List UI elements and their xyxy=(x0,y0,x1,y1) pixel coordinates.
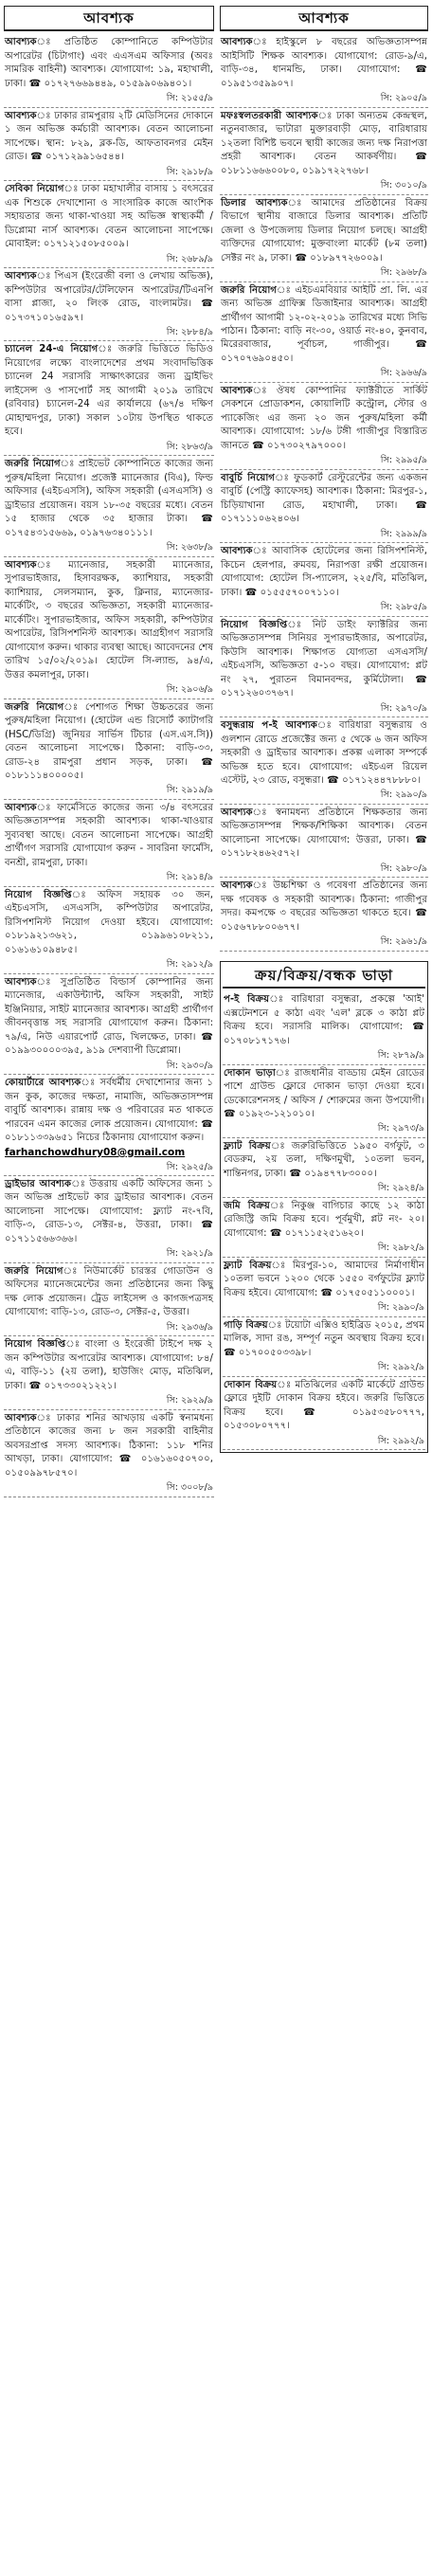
ad-heading: বসুন্ধরায় প-ই আবশ্যক xyxy=(221,720,317,732)
classified-ad xyxy=(4,268,214,341)
ad-body: ঃ ঢাকার রামপুরায় ২টি মেডিসিনের দোকানে ১ জন অভিজ্ঞ কর্মচারী আবশ্যক। বেতন আলোচনা সাপেক্ষে। স্থান: ৮২৯, ব্লক-ডি, আফতাবনগর মেইন রোড। ☎ ০১৭১২৯৯১৬৫৪৪। xyxy=(5,110,213,163)
ad-heading: আবশ্যক xyxy=(221,880,253,892)
classified-ad xyxy=(4,800,214,887)
ad-heading: গাড়ি বিক্রয় xyxy=(224,1319,268,1331)
ad-body: ঃ টয়োটা এক্সিও হাইব্রিড ২০১৫, প্রথম মালিক, সাদা রঙ, সম্পূর্ণ নতুন অবস্থায় বিক্রয় হবে। ☎ ০১৭০০৫০৩৩৯৮। xyxy=(224,1319,424,1358)
classified-ad xyxy=(4,557,214,699)
classified-ad xyxy=(4,341,214,456)
ad-reference: সি: ২৯৯৫/৯ xyxy=(380,455,427,466)
ad-heading: মফঃস্বলতরকারী আবশ্যক xyxy=(221,110,318,121)
ad-heading: আবশ্যক xyxy=(221,385,253,396)
ad-reference: সি: ২৯৯০/৯ xyxy=(380,789,427,801)
ad-reference: সি: ২৯১৯/৯ xyxy=(166,785,213,796)
ad-heading: ফ্ল্যাট বিক্রয় xyxy=(224,1260,272,1271)
ad-reference: সি: ২৮৮৪/৯ xyxy=(166,326,213,337)
ad-heading: জরুরি নিয়োগ xyxy=(5,1265,63,1277)
ad-reference: সি: ২৯১২/৯ xyxy=(166,959,213,971)
classified-ad xyxy=(4,34,214,107)
ad-reference: সি: ২৯৩০/৯ xyxy=(166,1060,213,1071)
ad-heading: কোয়ার্টারে আবশ্যক xyxy=(5,1078,81,1089)
classified-ad xyxy=(220,108,428,195)
ad-body: ঃ আমাদের প্রতিষ্ঠানের বিক্রয় বিভাগে স্থানীয় বাজারে ডিলার আবশ্যক। প্রতিটি জেলা ও উপজেলায় ডিলার নিয়োগ চলছে। আগ্রহী ব্যক্তিদের যোগাযোগ: মুক্তবাংলা মার্কেট (৮ম তলা) সেক্টর নং ৯, ঢাকা। ☎ ০১৮৯৭৭২৬০০৯। xyxy=(221,197,427,263)
left-ads xyxy=(4,34,214,1497)
classified-ad xyxy=(4,887,214,974)
classified-ad xyxy=(4,181,214,268)
ad-body: ঃ নিউমার্কেট চারস্তর গোডাউন ও অফিসের ম্যানেজমেন্টের জন্য প্রতিষ্ঠানের জন্য কিছু দক্ষ লোক প্রয়োজন। ট্রেড লাইসেন্স ও কাগজপত্রসহ যোগাযোগ: বাড়ি-১৩, রোড-৩, সেক্টর-৫, উত্তরা। xyxy=(5,1265,213,1318)
ad-heading: আবশ্যক xyxy=(221,37,253,48)
ad-body: ঃ ঢাকা মহাখালীর বাসায় ১ বৎসরের এক শিশুকে দেখাশোনা ও সাংসারিক কাজে আংশিক সহায়তার জন্য থাকা-খাওয়া সহ অভিজ্ঞ স্বাস্থ্যকর্মী / ডিপ্লোমা নার্স আবশ্যক। বেতন আলোচনা সাপেক্ষে। মোবাইল: ০১৭১২১৫০৮৫০০৯। xyxy=(5,184,213,250)
ad-heading: আবশ্যক xyxy=(5,976,37,988)
ad-body: ঃ ফার্মেসিতে কাজের জন্য ৩/৪ বৎসরের অভিজ্ঞতাসম্পন্ন সহকারী আবশ্যক। থাকা-খাওয়ার সুব্যবস্থা আছে। বেতন আলোচনা সাপেক্ষে। আগ্রহী প্রার্থীগণ সরাসরি যোগাযোগ করুন - সাবরিনা ফার্মেসি, বনশ্রী, রামপুরা, ঢাকা। xyxy=(5,802,213,868)
classified-ad xyxy=(4,1263,214,1336)
section-header: ক্রয়/বিক্রয়/বন্ধক ভাড়া xyxy=(223,964,425,989)
ad-heading: আবশ্যক xyxy=(5,1412,37,1424)
ad-heading: আবশ্যক xyxy=(5,802,37,813)
classified-ad xyxy=(4,1336,214,1409)
ad-body: ঃ পেশাগত শিক্ষা উচ্চতরের জন্য পুরুষ/মহিলা নিয়োগ। (হোটেল এন্ড রিসোর্ট ক্যাটাগরি (HSC/ডিগ্রি) জুনিয়র সার্ভিস টিচার (এস.এস.সি)) বেতন আলোচনা সাপেক্ষে। ঠিকানা: বাড়ি-৩৩, রোড-২৪ রামপুরা প্রধান সড়ক, ঢাকা। ☎ ০১৮১১১৪০০০০৫। xyxy=(5,701,213,781)
classified-ad xyxy=(4,699,214,800)
ad-heading: ড্রাইভার আবশ্যক xyxy=(5,1178,72,1189)
ad-reference: সি: ২৯৬৬/৯ xyxy=(380,368,427,379)
classified-ad xyxy=(223,1138,425,1198)
ad-reference: সি: ২৯৯২/৯ xyxy=(377,1362,424,1373)
classified-ad xyxy=(4,1075,214,1176)
ad-body: ঃ উত্তরায় একটি অফিসের জন্য ১ জন অভিজ্ঞ প্রাইভেট কার ড্রাইভার আবশ্যক। বেতন আলোচনা সাপেক্ষে। যোগাযোগ: ফ্ল্যাট নং-৭বি, বাড়ি-৩, রোড-১৩, সেক্টর-৪, উত্তরা, ঢাকা। ☎ ০১৭১১৫৬৬৩৬৬। xyxy=(5,1178,213,1244)
ad-heading: জমি বিক্রয় xyxy=(224,1200,270,1211)
ad-body: ঃ প্রাইভেট কোম্পানিতে কাজের জন্য পুরুষ/মহিলা নিয়োগ। প্রজেক্ট ম্যানেজার (বিএ), ফিল্ড অফিসার (এইচএসসি), অফিস সহকারী (এসএসসি) ও ড্রাইভার প্রয়োজন। বয়স ১৮-৩৫ বছরের মধ্যে। বেতন ১৫ হাজার থেকে ৩৫ হাজার টাকা। ☎ ০১৭৫৪৩১৫৬৬৯, ০১৯৭৬৩৪০১১১। xyxy=(5,459,214,538)
section-header: আবশ্যক xyxy=(4,6,214,31)
ad-body: ঃ নিকুঞ্জ বাগিচার কাছে ১২ কাঠা রেজিস্ট্রি জমি বিক্রয় হবে। পূর্বমুখী, প্লট নং- ২০। যোগাযোগ: ☎ ০১৭১১৫২৫১৬২০। xyxy=(224,1200,425,1239)
ad-body: ঃ বাংলা ও ইংরেজী টাইপে দক্ষ ২ জন কম্পিউটার অপারেটর আবশ্যক। যোগাযোগ: ৮৪/এ, বাড়ি-১১ (২য় তলা), হাউজিং মোড়, মতিঝিল, ঢাকা। ☎ ০১৭৩৩০২১২২১। xyxy=(5,1339,214,1391)
ad-reference: সি: ২৯৭০/৯ xyxy=(380,702,427,714)
ad-body: ঃ উচ্চশিক্ষা ও গবেষণা প্রতিষ্ঠানের জন্য দক্ষ গবেষক ও সহকারী আবশ্যক। ঠিকানা: গাজীপুর সদর। কমপক্ষে ৩ বছরের অভিজ্ঞতা থাকতে হবে। ☎ ০১৫৬৭৮৮০০৬৭৭। xyxy=(221,880,427,933)
ad-body: ঃ নিট ডাইং ফ্যাক্টরির জন্য অভিজ্ঞতাসম্পন্ন সিনিয়র সুপারভাইজার, অপারেটর, কিউসি আবশ্যক। শিক্ষাগত যোগ্যতা এসএসসি/এইচএসসি, অভিজ্ঞতা ৫-১০ বছর। যোগাযোগ: প্লট নং ২৭, পুরাতন বিমানবন্দর, কুর্মিটোলা। ☎ ০১৭১২৬০৩৭৬৭। xyxy=(221,619,427,699)
classified-ad xyxy=(220,34,428,107)
left-column xyxy=(4,6,214,1497)
ad-body: ঃ পিএস (ইংরেজী বলা ও লেখায় অভিজ্ঞ), কম্পিউটার অপারেটর/টেলিফোন অপারেটর/টিএনপি বাসা প্লাজা, ২০ লিংক রোড, বাংলামটর। ☎ ০১৭৩৭১০১৬৫৯৭। xyxy=(5,271,213,323)
ad-reference: সি: ৩০১০/৯ xyxy=(380,180,427,191)
ad-reference: সি: ২৯৯২/৯ xyxy=(377,1435,424,1446)
ad-reference: সি: ২৯২১/৯ xyxy=(166,1248,213,1260)
ad-body: ঃ মতিঝিলের একটি মার্কেটে গ্রাউন্ড ফ্লোরে দুইটি দোকান বিক্রয় হইবে। জরুরি ভিত্তিতে বিক্রয় হবে। ☎ ০১৯৫৩৫৮০৭৭৭, ০১৫৩০৮০৭৭৭। xyxy=(224,1379,424,1432)
ad-reference: সি: ২৬৩৮/৯ xyxy=(166,542,213,553)
ad-heading: আবশ্যক xyxy=(5,271,37,282)
ad-body: ঃ মিরপুর-১০, আমাদের নির্মাণাধীন ১০তলা ভবনে ১২০০ থেকে ১৫৫০ বর্গফুটের ফ্ল্যাট বিক্রয় হইবে। যোগাযোগ: ☎ ০১৭৫০৫১১০০০১। xyxy=(224,1260,424,1298)
ad-heading: প-ই বিক্রয় xyxy=(224,994,270,1006)
classified-ad xyxy=(4,1410,214,1497)
classified-ad xyxy=(220,195,428,282)
classified-ad xyxy=(223,1065,425,1138)
classified-ad xyxy=(220,617,428,717)
classified-ad xyxy=(4,108,214,181)
ad-reference: সি: ২৯৮৫/৯ xyxy=(380,602,427,613)
ad-reference: সি: ২৯৩৬/৯ xyxy=(166,1321,213,1333)
ad-body: ঃ এইচএমবিয়ার আইটি প্রা. লি. এর জন্য অভিজ্ঞ গ্রাফিক্স ডিজাইনার আবশ্যক। আগ্রহী প্রার্থীগণ আগামী ১২-০২-২০১৯ তারিখের মধ্যে সিভি পাঠান। ঠিকানা: বাড়ি নং-৩০, ওয়ার্ড নং-৪০, কুনবাব, মিরেরবাজার, পূর্বাচল, গাজীপুর। ☎ ০১৭০৭৬৯০৪৫০। xyxy=(221,284,427,364)
ad-body: ঃ স্বনামধন্য প্রতিষ্ঠানে শিক্ষকতার জন্য অভিজ্ঞতাসম্পন্ন শিক্ষক/শিক্ষিকা আবশ্যক। বেতন আলোচনা সাপেক্ষে। যোগাযোগ: উত্তরা, ঢাকা। ☎ ০১৭১৮২৪৬২৫৭২। xyxy=(221,807,427,860)
classified-ad xyxy=(4,456,214,556)
ad-heading: আবশ্যক xyxy=(5,110,37,121)
ad-reference: সি: ২৯৬৮/৯ xyxy=(380,267,427,279)
ad-heading: আবশ্যক xyxy=(221,807,253,818)
ad-body: ঃ অফিস সহায়ক ৩০ জন, এইচএসসি, এসএসসি, কম্পিউটার অপারেটর, রিসিপশনিস্ট নিয়োগ দেওয়া হইবে। যোগাযোগ: ০১৮১৯২১৩৬২১, ০১৯৯৬১০৮২১১, ০১৬১৬১০৯৪৮৫। xyxy=(5,889,214,955)
ad-reference: সি: ২৯৯০/৯ xyxy=(377,1302,424,1314)
ad-reference: সি: ২৯০৫/৯ xyxy=(380,93,427,104)
ad-heading: ফ্ল্যাট বিক্রয় xyxy=(224,1140,271,1152)
ad-reference: সি: ২৯২৪/৯ xyxy=(377,1183,424,1194)
ad-reference: সি: ২৯৮২/৯ xyxy=(377,1243,424,1254)
classified-ad xyxy=(220,805,428,878)
ad-body: ঃ ঢাকার শনির আখড়ায় একটি স্বনামধন্য প্রতিষ্ঠানে কাজের জন্য ৮ জন সরকারী বাহিনীর অবসরপ্রাপ্ত সদস্য আবশ্যক। ঠিকানা: ১১৮ শনির আখড়া, ঢাকা। যোগাযোগ: ☎ ০১৬১৬০৫০৭০০, ০১৫০৯৯৭৮৫৭০। xyxy=(5,1412,213,1478)
ad-reference: সি: ২৬৮৯/৯ xyxy=(166,253,213,264)
classified-ad xyxy=(220,470,428,543)
right-column xyxy=(220,6,428,1453)
ad-body: ঃ ঢাকা অন্যতম কেন্দ্রস্থল, নতুনবাজার, ভাটারা মুক্তারবাড়ী মোড়, বারিধারায় ১২তলা বিশিষ্ট ভবনে স্থায়ী কাজের জন্য দক্ষ নিরাপত্তা প্রহরী আবশ্যক। বেতন আকর্ষণীয়। ☎ ০১৮১১৬৬৬০০৮০, ০১৯১৭২২৭৬৮। xyxy=(221,110,427,176)
ad-heading: নিয়োগ বিজ্ঞপ্তি xyxy=(5,889,72,900)
ad-reference: সি: ২৯৮০/৯ xyxy=(380,862,427,874)
ad-body: ঃ ফুডকার্ট রেস্টুরেন্টের জন্য একজন বাবুর্চি (পেস্ট্রি ক্যাফেসহ) আবশ্যক। ঠিকানা: মিরপুর-১, চিড়িয়াখানা রোড, মহাখালী, ঢাকা। ☎ ০১৭১১১০৬২৪০৬। xyxy=(221,472,427,525)
ad-reference: সি: ২৯২৫/৯ xyxy=(166,1161,213,1172)
ad-reference: সি: ২৯৭৩/৯ xyxy=(377,1123,424,1134)
classified-ad xyxy=(223,1317,425,1377)
ad-reference: সি: ২৯৬১/৯ xyxy=(380,936,427,948)
ad-body: ঃ আবাসিক হোটেলের জন্য রিসিপশনিস্ট, কিচেন হেলপার, রুমবয়, নিরাপত্তা রক্ষী প্রয়োজন। যোগাযোগ: হোটেল সি-প্যালেস, ২২৫/বি, মতিঝিল, ঢাকা। ☎ ০১৫৫৫৭০০৭১১০। xyxy=(221,546,427,598)
ad-body: ঃ বারিধারা বসুন্ধরা, প্রকল্পে 'আই' এক্সটেনশনে ৫ কাঠা এবং 'এল' ব্লকে ৩ কাঠা প্লট বিক্রয় হবে। সরাসরি মালিক। যোগাযোগ: ☎ ০১৭০৮১৭১৭৬। xyxy=(224,994,424,1046)
box-ads xyxy=(223,991,425,1450)
ad-heading: আবশ্যক xyxy=(221,546,253,557)
right-ads xyxy=(220,34,428,952)
ad-body: ঃ জরুরিভিত্তিতে ১৯৫০ বর্গফুট, ৩ বেডরুম, ২য় তলা, দক্ষিণমুখী, ১০তলা ভবন, শান্তিনগর, ঢাকা। ☎ ০১৯৪৭৭৮৩০০০। xyxy=(224,1140,425,1179)
ad-heading: জরুরি নিয়োগ xyxy=(5,459,61,470)
ad-reference: সি: ৩০০৮/৯ xyxy=(166,1482,213,1494)
email-link[interactable]: farhanchowdhury08@gmail.com xyxy=(5,1146,186,1158)
classified-ad xyxy=(220,282,428,383)
ad-reference: সি: ২১৫৫/৯ xyxy=(166,93,213,104)
ad-reference: সি: ২৯১৮/৯ xyxy=(166,166,213,177)
classified-ad xyxy=(223,1258,425,1317)
ad-heading: নিয়োগ বিজ্ঞপ্তি xyxy=(5,1339,66,1351)
ad-body: ঃ ঔষধ কোম্পানির ফ্যাক্টরীতে সার্কিট সেকশনে প্রোডাকশন, কোয়ালিটি কন্ট্রোল, স্টোর ও প্যাকেজিং এর জন্য ২০ জন পুরুষ/মহিলা কর্মী আবশ্যক। যোগাযোগ: ১৮/৬ টঙ্গী গাজীপুর বিস্তারিত জানতে ☎ ০১৭৩০২৭৯৭০০০। xyxy=(221,385,427,451)
sale-rent-box xyxy=(220,961,428,1453)
ad-body: ঃ জরুরি ভিত্তিতে ভিডিও নিয়োগের লক্ষ্যে বাংলাদেশের প্রথম সংবাদভিত্তিক চ্যানেল 24 সরাসরি সাক্ষাৎকারের জন্য ড্রাইভিং লাইসেন্স ও পাসপোর্ট সহ আগামী ২০১৯ তারিখে (রবিবার) চ্যানেল-24 এর কার্যালয়ে (৬৭/৪ দক্ষিণ মোহাম্মদপুর, ঢাকা) সকাল ১০টায় উপস্থিত থাকতে হবে। xyxy=(5,344,213,438)
classified-ad xyxy=(220,717,428,805)
ad-reference: সি: ২৮৬৩/৯ xyxy=(166,441,213,452)
ad-body: ঃ সর্বধর্মীয় দেখাশোনার জন্য ১ জন কুক, কাজের দক্ষতা, নামাজি, অভিজ্ঞতাসম্পন্ন বাবুর্চি আবশ্যক। রান্নায় দক্ষ ও পরিবারের মত থাকতে পারবেন এমন কাজের লোক প্রয়োজন। যোগাযোগ: ☎ ০১৮১১৩৩৯৬৫১ নিচের ঠিকানায় যোগাযোগ করুন। xyxy=(5,1078,213,1144)
ad-heading: ডিলার আবশ্যক xyxy=(221,197,288,209)
ad-reference: সি: ২৯২৯/৯ xyxy=(166,1395,213,1406)
classified-ad xyxy=(223,991,425,1064)
classified-ad xyxy=(223,1198,425,1258)
ad-body: ঃ হাইস্কুলে ৮ বছরের অভিজ্ঞতাসম্পন্ন আইসিটি শিক্ষক আবশ্যক। যোগাযোগ: রোড-৯/এ, বাড়ি-৩৪, ধানমন্ডি, ঢাকা। যোগাযোগ: ☎ ০১৯৫১৩৫৯৯০৭। xyxy=(221,37,427,89)
classified-ad xyxy=(4,1176,214,1263)
ad-reference: সি: ২৯১৪/৯ xyxy=(166,872,213,883)
section-header: আবশ্যক xyxy=(220,6,428,31)
classified-ad xyxy=(220,878,428,951)
ad-reference: সি: ২৮৭৯/৯ xyxy=(377,1050,424,1061)
ad-body: ঃ ম্যানেজার, সহকারী ম্যানেজার, সুপারভাইজার, হিসাবরক্ষক, ক্যাশিয়ার, সহকারী ক্যাশিয়ার, সেলসম্যান, কুক, ক্লিনার, ম্যানেজার-মার্কেটিং, ৩ বছরের অভিজ্ঞতা, সহকারী ম্যানেজার-মার্কেটিং। সুপারভাইজার, অফিস সহকারী, কম্পিউটার অপারেটর, রিসিপশনিস্ট আবশ্যক। আগ্রহীগণ সরাসরি যোগাযোগ করুন। থাকার ব্যবস্থা আছে। আবেদনের শেষ তারিখ ১৫/০২/২০১৯। হোটেল সি-ল্যান্ড, ৯৪/এ, উত্তর কমলাপুর, ঢাকা। xyxy=(5,559,213,680)
ad-body: ঃ বারিধারা বসুন্ধরায় ও গুলশান রোডে প্রজেক্টের জন্য ৫ থেকে ৬ জন অফিস সহকারী ও ড্রাইভার আবশ্যক। প্রকল্প এলাকা সম্পর্কে অভিজ্ঞ হতে হবে। যোগাযোগ: এইচএল রিয়েল এস্টেট, ২৩ রোড, বসুন্ধরা। ☎ ০১৭১২৪৪৭৮৮৮০। xyxy=(221,720,427,786)
ad-heading: চ্যানেল 24-এ নিয়োগ xyxy=(5,344,99,355)
ad-body: ঃ রাজধানীর বাড্ডায় মেইন রোডের পাশে গ্রাউন্ড ফ্লোরে দোকান ভাড়া দেওয়া হবে। ডেকোরেশনসহ / অফিস / শোরুমের জন্য উপযোগী। ☎ ০১৯২৩-১২১০১০। xyxy=(224,1067,424,1119)
ad-heading: আবশ্যক xyxy=(5,559,37,571)
ad-heading: দোকান ভাড়া xyxy=(224,1067,276,1079)
ad-reference: সি: ২৯০৬/৯ xyxy=(166,684,213,696)
classified-ad xyxy=(220,543,428,616)
ad-heading: জরুরি নিয়োগ xyxy=(5,701,64,713)
ad-heading: আবশ্যক xyxy=(5,37,37,48)
classified-ad xyxy=(4,974,214,1075)
classified-ad xyxy=(220,383,428,470)
ad-reference: সি: ২৯৯৯/৯ xyxy=(380,528,427,539)
ad-heading: দোকান বিক্রয় xyxy=(224,1379,278,1390)
ad-heading: নিয়োগ বিজ্ঞপ্তি xyxy=(221,619,288,630)
ad-body: ঃ প্রতিষ্ঠিত কোম্পানিতে কম্পিউটার অপারেটর (চিটাগাং) এবং এএসএম অফিসার (অবঃ সামরিক বাহিনী) আবশ্যক। যোগাযোগ: ১৯, মহাখালী, ঢাকা। ☎ ০১৭২৭৬৬৯৪৪৯, ০১৫৯৯০৬৯৪০১। xyxy=(5,37,213,89)
ad-body: ঃ সুপ্রতিষ্ঠিত বিল্ডার্স কোম্পানির জন্য ম্যানেজার, একাউন্ট্যান্ট, অফিস সহকারী, সাইট ইঞ্জিনিয়ার, সাইট ম্যানেজার আবশ্যক। আগ্রহী প্রার্থীগণ জীবনবৃত্তান্ত সহ সরাসরি যোগাযোগ করুন। ঠিকানা: ৭৯/এ, নিউ এয়ারপোর্ট রোড, খিলক্ষেত, ঢাকা। ☎ ০১৯৯৩০০০০৩৯৫, ৯১৯ দেশব্যাপী ডিপ্লোমা। xyxy=(5,976,213,1057)
ad-heading: সেবিকা নিয়োগ xyxy=(5,184,64,195)
classified-ad xyxy=(223,1377,425,1450)
ad-heading: জরুরি নিয়োগ xyxy=(221,284,277,296)
ad-heading: বাবুর্চি নিয়োগ xyxy=(221,472,275,483)
